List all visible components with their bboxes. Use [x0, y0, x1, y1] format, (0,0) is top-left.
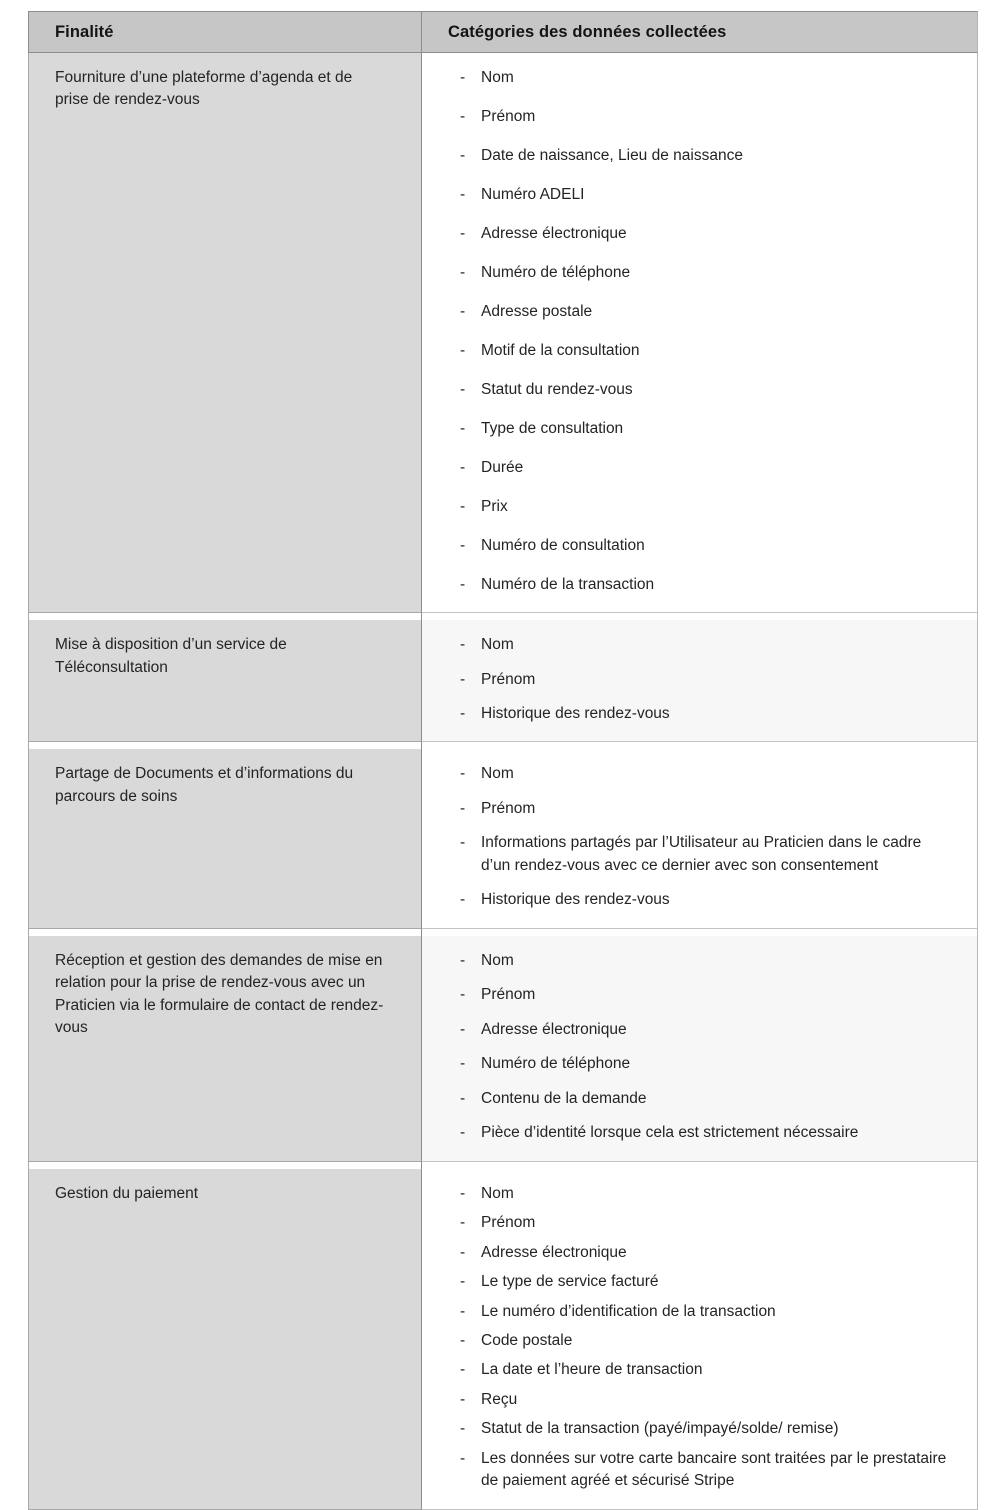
dash-marker: -	[460, 670, 466, 688]
dash-marker: -	[460, 636, 466, 654]
list-item	[422, 184, 963, 206]
cell-categories	[422, 1169, 978, 1510]
list-item	[422, 1330, 963, 1352]
table-row	[28, 53, 978, 613]
list-item-text: Les données sur votre carte bancaire sont traitées par le prestataire de paiement agréé et sécurisé Stripe	[481, 1449, 947, 1490]
dash-marker: -	[460, 419, 466, 437]
cell-finalite	[28, 53, 422, 613]
list-item	[422, 67, 963, 89]
dash-marker: -	[460, 1214, 466, 1232]
list-item-text: Adresse postale	[481, 302, 593, 320]
finalite-text: Fourniture d’une plateforme d’agenda et de prise de rendez-vous	[55, 69, 353, 109]
list-item	[422, 340, 963, 362]
list-item-text: Nom	[481, 1184, 514, 1202]
list-item	[422, 457, 963, 479]
table-row	[28, 749, 978, 928]
column-header-finalite: Finalité	[28, 11, 422, 53]
list-item	[422, 223, 963, 245]
dash-marker: -	[460, 302, 466, 320]
dash-marker: -	[460, 536, 466, 554]
list-item-text: Prénom	[481, 799, 536, 817]
list-item	[422, 703, 963, 725]
categories-list	[422, 763, 963, 911]
list-item	[422, 1183, 963, 1205]
dash-marker: -	[460, 765, 466, 783]
list-item-text: Historique des rendez-vous	[481, 891, 670, 909]
list-item-text: Numéro de consultation	[481, 536, 645, 554]
row-gutter-right	[422, 742, 978, 749]
dash-marker: -	[460, 1449, 466, 1467]
list-item-text: Adresse électronique	[481, 1243, 627, 1261]
list-item	[422, 1242, 963, 1264]
cell-categories	[422, 936, 978, 1162]
cell-categories	[422, 53, 978, 613]
dash-marker: -	[460, 834, 466, 852]
list-item	[422, 535, 963, 557]
list-item	[422, 418, 963, 440]
list-item	[422, 1122, 963, 1144]
list-item-text: Nom	[481, 69, 514, 86]
dash-marker: -	[460, 185, 466, 203]
row-gutter	[28, 742, 978, 749]
finalite-text: Réception et gestion des demandes de mise en relation pour la prise de rendez-vous avec un Praticien via le formulaire de contact de rendez- vous	[55, 951, 384, 1037]
table-row	[28, 936, 978, 1162]
list-item-text: Le type de service facturé	[481, 1273, 659, 1291]
row-gutter-left	[28, 742, 422, 749]
list-item	[422, 1448, 963, 1493]
list-item	[422, 1212, 963, 1234]
row-gutter	[28, 929, 978, 936]
list-item	[422, 301, 963, 323]
categories-list	[422, 634, 963, 725]
dash-marker: -	[460, 951, 466, 969]
dash-marker: -	[460, 1184, 466, 1202]
row-gutter-right	[422, 929, 978, 936]
finalite-text: Gestion du paiement	[55, 1184, 199, 1202]
row-gutter-left	[28, 613, 422, 620]
list-item-text: Prénom	[481, 986, 536, 1004]
dash-marker: -	[460, 69, 466, 86]
dash-marker: -	[460, 1331, 466, 1349]
cell-finalite	[28, 936, 422, 1162]
dash-marker: -	[460, 263, 466, 281]
cell-finalite	[28, 1169, 422, 1510]
list-item	[422, 1019, 963, 1041]
table-row	[28, 1169, 978, 1510]
row-gutter-left	[28, 1162, 422, 1169]
purposes-data-categories-table	[28, 11, 978, 1510]
dash-marker: -	[460, 146, 466, 164]
dash-marker: -	[460, 224, 466, 242]
dash-marker: -	[460, 1420, 466, 1438]
list-item	[422, 763, 963, 785]
list-item	[422, 634, 963, 656]
list-item-text: Numéro ADELI	[481, 185, 585, 203]
list-item	[422, 1271, 963, 1293]
list-item-text: Statut du rendez-vous	[481, 380, 633, 398]
dash-marker: -	[460, 1302, 466, 1320]
finalite-text: Partage de Documents et d’informations du parcours de soins	[55, 765, 354, 805]
list-item	[422, 984, 963, 1006]
list-item	[422, 145, 963, 167]
list-item-text: Nom	[481, 765, 514, 783]
cell-categories	[422, 749, 978, 928]
cell-categories	[422, 620, 978, 742]
list-item-text: Numéro de téléphone	[481, 263, 631, 281]
dash-marker: -	[460, 1124, 466, 1142]
row-gutter	[28, 613, 978, 620]
categories-list	[422, 950, 963, 1145]
cell-finalite	[28, 620, 422, 742]
dash-marker: -	[460, 1243, 466, 1261]
list-item-text: Prix	[481, 497, 508, 515]
list-item	[422, 889, 963, 911]
dash-marker: -	[460, 891, 466, 909]
list-item	[422, 1088, 963, 1110]
list-item-text: Statut de la transaction (payé/impayé/solde/ remise)	[481, 1420, 839, 1438]
list-item-text: Reçu	[481, 1390, 518, 1408]
column-header-categories: Catégories des données collectées	[422, 11, 978, 53]
list-item-text: Nom	[481, 636, 514, 654]
list-item	[422, 832, 963, 877]
dash-marker: -	[460, 575, 466, 593]
cell-finalite	[28, 749, 422, 928]
row-gutter-right	[422, 1162, 978, 1169]
row-gutter	[28, 1162, 978, 1169]
dash-marker: -	[460, 497, 466, 515]
list-item	[422, 379, 963, 401]
table-header	[28, 11, 978, 53]
list-item-text: Contenu de la demande	[481, 1089, 647, 1107]
dash-marker: -	[460, 1273, 466, 1291]
list-item-text: Prénom	[481, 1214, 536, 1232]
list-item-text: Numéro de téléphone	[481, 1055, 631, 1073]
list-item	[422, 574, 963, 596]
list-item-text: Durée	[481, 458, 524, 476]
dash-marker: -	[460, 799, 466, 817]
row-gutter-left	[28, 929, 422, 936]
dash-marker: -	[460, 986, 466, 1004]
list-item	[422, 1053, 963, 1075]
dash-marker: -	[460, 107, 466, 125]
dash-marker: -	[460, 1390, 466, 1408]
dash-marker: -	[460, 1361, 466, 1379]
list-item	[422, 1359, 963, 1381]
list-item	[422, 106, 963, 128]
list-item-text: Le numéro d’identification de la transaction	[481, 1302, 776, 1320]
list-item	[422, 262, 963, 284]
categories-list	[422, 1183, 963, 1493]
list-item	[422, 950, 963, 972]
list-item	[422, 1301, 963, 1323]
list-item-text: Prénom	[481, 107, 536, 125]
list-item-text: Informations partagés par l’Utilisateur au Praticien dans le cadre d’un rendez-vous avec ce dernier avec son consentement	[481, 834, 922, 874]
row-gutter-right	[422, 613, 978, 620]
list-item-text: Nom	[481, 951, 514, 969]
dash-marker: -	[460, 458, 466, 476]
list-item-text: Prénom	[481, 670, 536, 688]
dash-marker: -	[460, 705, 466, 722]
dash-marker: -	[460, 1020, 466, 1038]
list-item-text: Motif de la consultation	[481, 341, 640, 359]
table-header-row	[28, 11, 978, 53]
list-item-text: Date de naissance, Lieu de naissance	[481, 146, 743, 164]
list-item	[422, 669, 963, 691]
list-item-text: Numéro de la transaction	[481, 575, 655, 593]
list-item	[422, 1389, 963, 1411]
finalite-text: Mise à disposition d’un service de Téléconsultation	[55, 636, 287, 676]
list-item	[422, 496, 963, 518]
list-item-text: La date et l’heure de transaction	[481, 1361, 703, 1379]
dash-marker: -	[460, 1055, 466, 1073]
categories-list	[422, 67, 963, 596]
list-item-text: Adresse électronique	[481, 1020, 627, 1038]
table-row	[28, 620, 978, 742]
dash-marker: -	[460, 380, 466, 398]
dash-marker: -	[460, 1089, 466, 1107]
list-item-text: Historique des rendez-vous	[481, 705, 670, 722]
list-item-text: Adresse électronique	[481, 224, 627, 242]
list-item-text: Pièce d’identité lorsque cela est strictement nécessaire	[481, 1124, 859, 1142]
list-item-text: Code postale	[481, 1331, 573, 1349]
list-item	[422, 798, 963, 820]
dash-marker: -	[460, 341, 466, 359]
list-item	[422, 1418, 963, 1440]
table-body	[28, 53, 978, 1510]
list-item-text: Type de consultation	[481, 419, 624, 437]
